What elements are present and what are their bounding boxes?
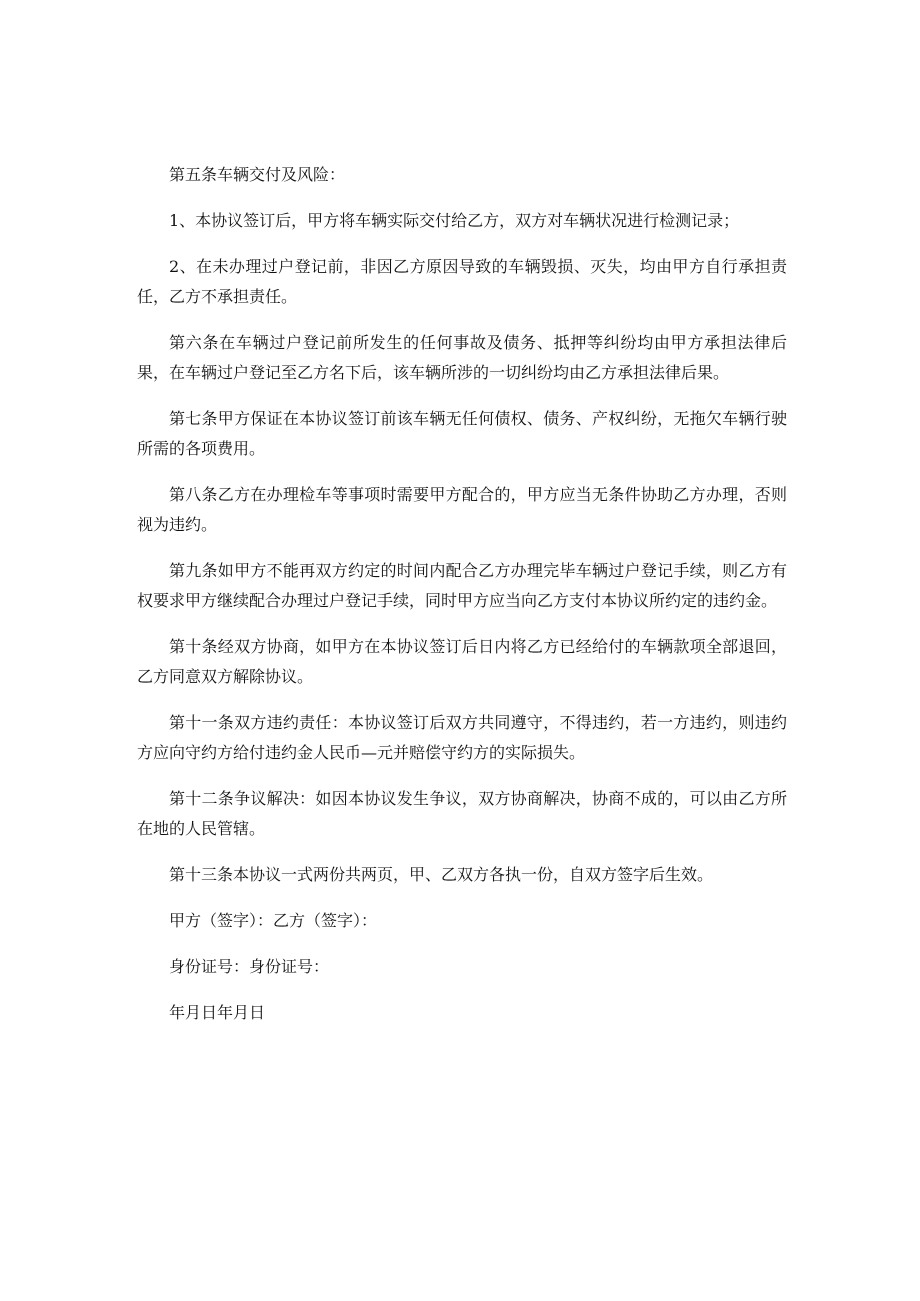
clause-5-item-2: 2、在未办理过户登记前，非因乙方原因导致的车辆毁损、灭失，均由甲方自行承担责任，乙方不承担责任。 — [137, 257, 787, 306]
clause-12: 第十二条争议解决：如因本协议发生争议，双方协商解决，协商不成的，可以由乙方所在地的人民管辖。 — [137, 789, 787, 838]
clause-5-heading: 第五条车辆交付及风险： — [169, 165, 346, 184]
clause-10: 第十条经双方协商，如甲方在本协议签订后日内将乙方已经给付的车辆款项全部退回，乙方同意双方解除协议。 — [137, 637, 787, 686]
clause-5-item-1: 1、本协议签订后，甲方将车辆实际交付给乙方，双方对车辆状况进行检测记录； — [169, 211, 740, 230]
signature-line: 甲方（签字）：乙方（签字）： — [169, 911, 378, 930]
clause-8: 第八条乙方在办理检车等事项时需要甲方配合的，甲方应当无条件协助乙方办理，否则视为违约。 — [137, 485, 787, 534]
clause-9: 第九条如甲方不能再双方约定的时间内配合乙方办理完毕车辆过户登记手续，则乙方有权要求甲方继续配合办理过户登记手续，同时甲方应当向乙方支付本协议所约定的违约金。 — [137, 561, 787, 610]
clause-6: 第六条在车辆过户登记前所发生的任何事故及债务、抵押等纠纷均由甲方承担法律后果，在车辆过户登记至乙方名下后，该车辆所涉的一切纠纷均由乙方承担法律后果。 — [137, 333, 787, 382]
id-number-line: 身份证号：身份证号： — [169, 957, 330, 976]
document-body — [137, 160, 787, 1044]
date-line: 年月日年月日 — [169, 1003, 266, 1022]
clause-7: 第七条甲方保证在本协议签订前该车辆无任何债权、债务、产权纠纷，无拖欠车辆行驶所需的各项费用。 — [137, 409, 787, 458]
clause-11: 第十一条双方违约责任：本协议签订后双方共同遵守，不得违约，若一方违约，则违约方应向守约方给付违约金人民币—元并赔偿守约方的实际损失。 — [137, 713, 787, 762]
clause-13: 第十三条本协议一式两份共两页，甲、乙双方各执一份，自双方签字后生效。 — [169, 865, 714, 884]
